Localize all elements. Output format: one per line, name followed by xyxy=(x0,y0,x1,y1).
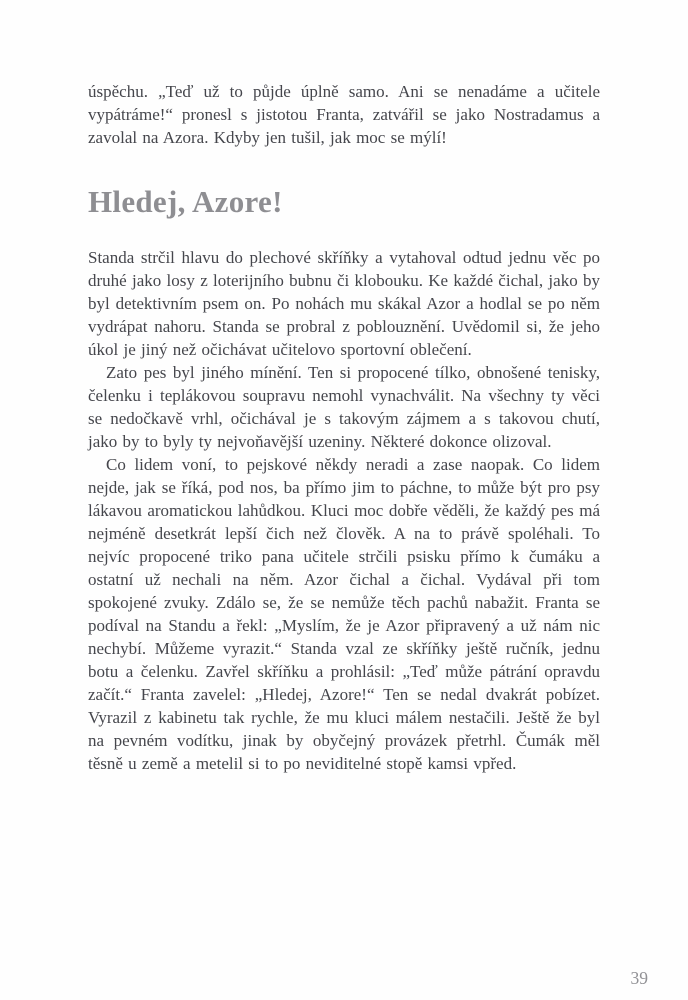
chapter-heading: Hledej, Azore! xyxy=(88,184,283,219)
paragraph: Standa strčil hlavu do plechové skříňky a vytahoval odtud jednu věc po druhé jako losy z loterijního bubnu či klobouku. Ke každé čichal, jako by byl detektivním psem on. Po nohách mu skákal Azor a hodlal se po něm vydrápat nahoru. Standa se probral z poblouznění. Uvědomil si, že jeho úkol je jiný než očichávat učitelovo sportovní oblečení. xyxy=(88,248,600,359)
body-paragraphs xyxy=(88,246,600,775)
text-block xyxy=(88,80,600,775)
page-number: 39 xyxy=(630,968,648,988)
paragraph: Co lidem voní, to pejskové někdy neradi a zase naopak. Co lidem nejde, jak se říká, pod nos, ba přímo jim to páchne, to může být pro psy lákavou aromatickou lahůdkou. Kluci moc dobře věděli, že každý pes má nejméně desetkrát lepší čich než člověk. A na to právě spoléhali. To nejvíc propocené triko pana učitele strčili psisku přímo k čumáku a ostatní už nechali na něm. Azor čichal a čichal. Vydával při tom spokojené zvuky. Zdálo se, že se nemůže těch pachů nabažit. Franta se podíval na Standu a řekl: „Myslím, že je Azor připravený a už nám nic nechybí. Můžeme vyrazit.“ Standa vzal ze skříňky ještě ručník, jednu botu a čelenku. Zavřel skříňku a prohlásil: „Teď může pátrání opravdu začít.“ Franta zavelel: „Hledej, Azore!“ Ten se nedal dvakrát pobízet. Vyrazil z kabinetu tak rychle, že mu kluci málem nestačili. Ještě že byl na pevném vodítku, jinak by obyčejný provázek přetrhl. Čumák měl těsně u země a metelil si to po neviditelné stopě kamsi vpřed. xyxy=(88,455,600,773)
paragraph: Zato pes byl jiného mínění. Ten si propocené tílko, obnošené tenisky, čelenku i teplákovou soupravu nemohl vynachválit. Na všechny ty věci se nedočkavě vrhl, očichával je s takovým zájmem a s takovou chutí, jako by to byly ty nejvoňavější uzeniny. Některé dokonce olizoval. xyxy=(88,363,600,451)
intro-paragraph: úspěchu. „Teď už to půjde úplně samo. Ani se nenadáme a učitele vypátráme!“ pronesl s jistotou Franta, zatvářil se jako Nostradamus a zavolal na Azora. Kdyby jen tušil, jak moc se mýlí! xyxy=(88,82,600,147)
